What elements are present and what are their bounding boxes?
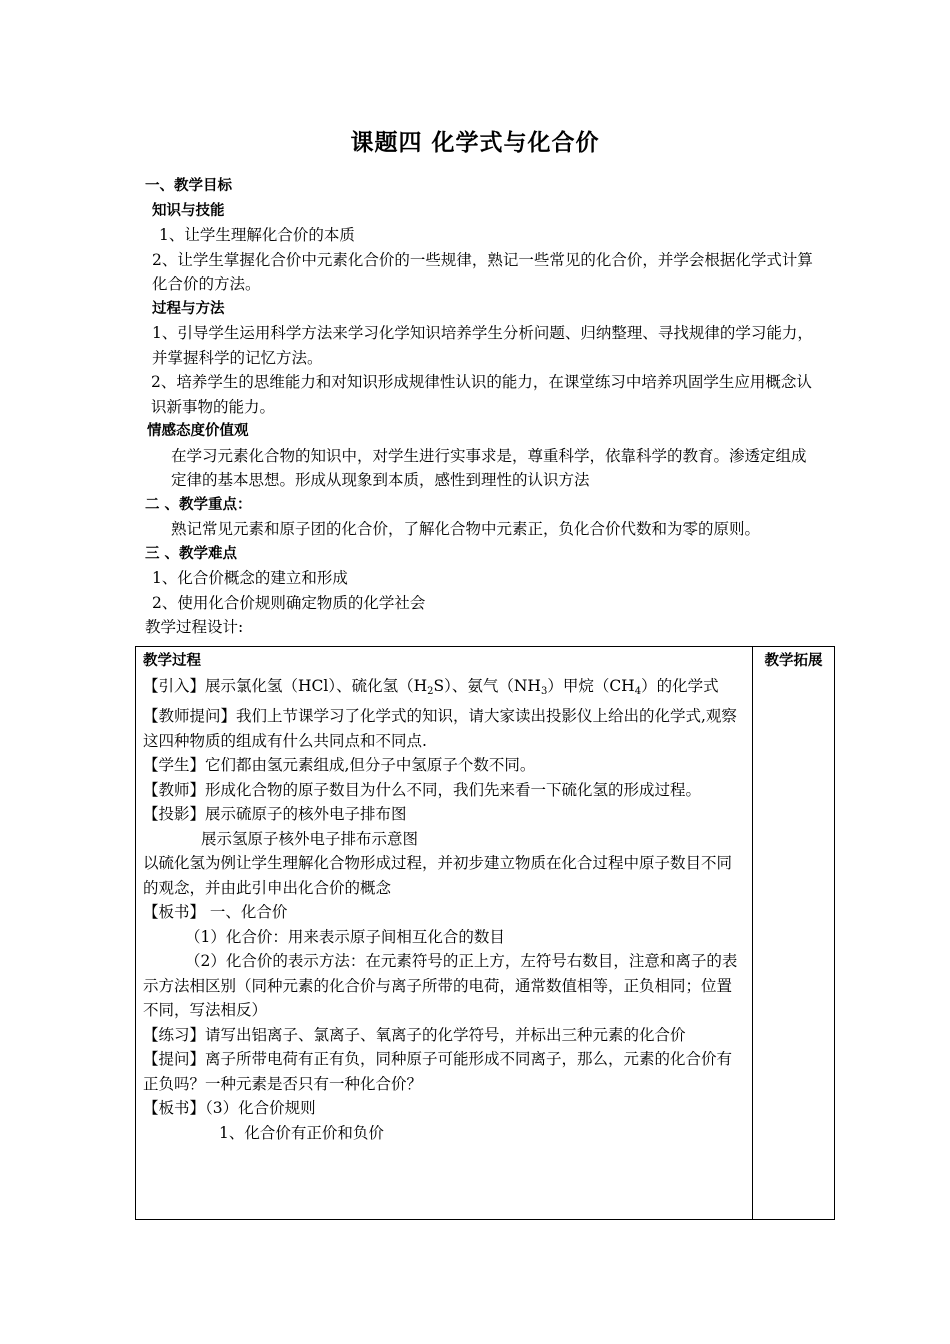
board-line-1: 【板书】 一、化合价: [143, 903, 288, 921]
knowledge-item-1: 1、让学生理解化合价的本质: [159, 226, 355, 244]
intro-text-c: ）甲烷（CH: [547, 676, 635, 695]
document-body: [145, 174, 815, 640]
board-item-1b: [143, 949, 745, 1023]
extension-cell: [753, 647, 835, 1220]
question-line: 【提问】离子所带电荷有正有负，同种原子可能形成不同离子，那么，元素的化合价有正负吗？一种元素是否只有一种化合价？: [143, 1050, 733, 1093]
difficult-heading: 三 、教学难点: [145, 545, 238, 562]
board-item-1b-text: （2）化合价的表示方法：在元素符号的正上方，左符号右数目，注意和离子的表示方法相区别（同种元素的化合价与离子所带的电荷，通常数值相等，正负相同；位置不同，写法相反）: [143, 952, 738, 1019]
intro-text-b: S）、氨气（NH: [433, 676, 541, 695]
process-header: 教学过程: [143, 653, 201, 669]
intro-text-d: ）的化学式: [641, 676, 719, 695]
goals-heading: 一、教学目标: [145, 178, 232, 194]
projection-line: 【投影】展示硫原子的核外电子排布图: [143, 805, 407, 823]
process-item-2: 2、培养学生的思维能力和对知识形成规律性认识的能力，在课堂练习中培养巩固学生应用概念认识新事物的能力。: [151, 373, 812, 416]
process-heading: 过程与方法: [152, 300, 225, 317]
key-heading: 二 、教学重点：: [145, 496, 252, 513]
subscript: 4: [634, 685, 642, 697]
page-title: 课题四 化学式与化合价: [350, 130, 600, 156]
projection-line-2: 展示氢原子核外电子排布示意图: [201, 829, 419, 848]
intro-paragraph: [143, 674, 745, 705]
board-line-2: 【板书】（3）化合价规则: [143, 1099, 316, 1117]
subscript: 3: [540, 685, 548, 697]
knowledge-item-2: 2、让学生掌握化合价中元素化合价的一些规律，熟记一些常见的化合价，并学会根据化学式计算化合价的方法。: [152, 250, 813, 293]
difficult-item-2: 2、使用化合价规则确定物质的化学社会: [152, 593, 426, 612]
exercise-line: 【练习】请写出铝离子、氯离子、氧离子的化学符号，并标出三种元素的化合价: [143, 1025, 686, 1044]
example-paragraph: 以硫化氢为例让学生理解化合物形成过程，并初步建立物质在化合过程中原子数目不同的观念，并由此引申出化合价的概念: [143, 854, 733, 897]
teacher-question: 【教师提问】我们上节课学习了化学式的知识，请大家读出投影仪上给出的化学式,观察这四种物质的组成有什么共同点和不同点.: [143, 707, 737, 750]
board-item-1a: （1）化合价：用来表示原子间相互化合的数目: [185, 927, 505, 946]
emotion-text: 在学习元素化合物的知识中，对学生进行实事求是，尊重科学，依靠科学的教育。渗透定组成定律的基本思想。形成从现象到本质，感性到理性的认识方法: [171, 446, 807, 489]
process-item-1: 1、引导学生运用科学方法来学习化学知识培养学生分析问题、归纳整理、寻找规律的学习能力，并掌握科学的记忆方法。: [152, 324, 813, 367]
process-cell: [136, 647, 753, 1220]
student-answer: 【学生】它们都由氢元素组成,但分子中氢原子个数不同。: [143, 756, 536, 774]
extension-header: 教学拓展: [764, 653, 823, 669]
teacher-remark: 【教师】形成化合物的原子数目为什么不同，我们先来看一下硫化氢的形成过程。: [143, 780, 702, 799]
difficult-item-1: 1、化合价概念的建立和形成: [152, 569, 348, 587]
design-label: 教学过程设计:: [145, 618, 244, 636]
teaching-process-table: [135, 646, 835, 1220]
key-text: 熟记常见元素和原子团的化合价，了解化合物中元素正，负化合价代数和为零的原则。: [171, 520, 761, 538]
emotion-heading: 情感态度价值观: [147, 423, 249, 439]
knowledge-heading: 知识与技能: [152, 202, 225, 219]
board-item-2a: 1、化合价有正价和负价: [219, 1123, 384, 1142]
intro-text-a: 【引入】展示氯化氢（HCl）、硫化氢（H: [143, 676, 428, 695]
subscript: 2: [427, 685, 434, 697]
